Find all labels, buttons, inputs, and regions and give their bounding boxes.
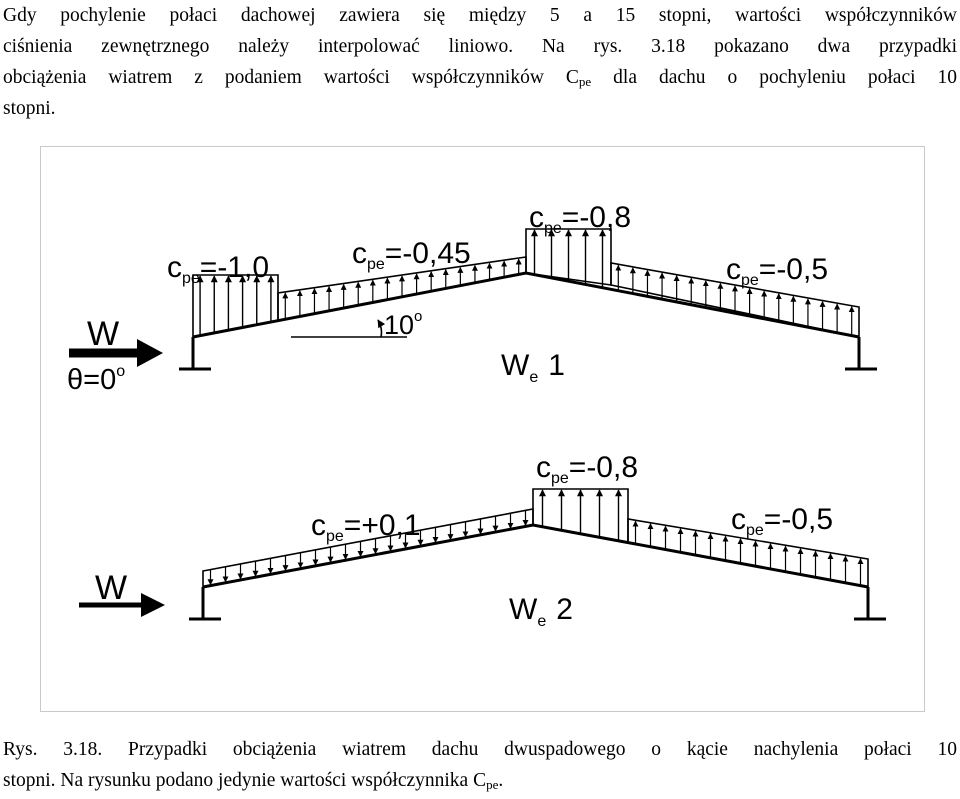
wind-arrow-head [137, 339, 163, 367]
paragraph-text: dla dachu o pochyleniu połaci 10 [591, 67, 957, 88]
cpe-label-leeward: $c_{pe}=-0,5$ [726, 253, 829, 289]
load-arrows [543, 490, 619, 541]
angle-label: 10$^o$ [384, 308, 423, 340]
subscript: pe [578, 74, 592, 89]
angle-arc [378, 320, 381, 337]
caption-line [3, 765, 957, 796]
paragraph-line: Gdy pochylenie połaci dachowej zawiera się między 5 a 15 stopni, wartości współczynników [3, 5, 957, 26]
caption-text: . [498, 770, 504, 791]
theta-label: $\theta=0^o$ [67, 363, 126, 396]
wind-label: W [87, 315, 120, 353]
cpe-label-windward: $c_{pe}=-0,45$ [352, 237, 471, 273]
case1-diagram [67, 201, 877, 396]
support-left [189, 587, 221, 619]
intro-paragraph [3, 0, 957, 124]
cpe-label-edge: $c_{pe}=-1,0$ [167, 251, 270, 287]
subscript: pe [486, 777, 499, 792]
support-right [845, 337, 877, 369]
caption-text: stopni. Na rysunku podano jedynie wartości współczynnika C [3, 770, 487, 791]
cpe-label-windward: $c_{pe}=+0,1$ [311, 509, 421, 545]
figure-drawing [41, 147, 926, 713]
wind-arrow-head [141, 593, 165, 617]
case-label: $W_e$ 2 [509, 593, 573, 630]
load-arrows [200, 276, 271, 336]
paragraph-text: obciążenia wiatrem z podaniem wartości współczynników C [3, 67, 579, 88]
paragraph-line [3, 62, 957, 93]
support-left [179, 337, 211, 369]
cpe-label-ridge: $c_{pe}=-0,8$ [529, 201, 632, 237]
wind-load-figure [40, 146, 925, 712]
support-right [854, 587, 886, 619]
cpe-label-ridge: $c_{pe}=-0,8$ [536, 451, 639, 487]
paragraph-line: ciśnienia zewnętrznego należy interpolować liniowo. Na rys. 3.18 pokazano dwa przypadki [3, 36, 957, 57]
wind-label: W [95, 569, 128, 607]
figure-caption [3, 734, 957, 796]
case-label: $W_e$ 1 [501, 349, 565, 386]
case2-diagram [79, 451, 886, 630]
caption-line: Rys. 3.18. Przypadki obciążenia wiatrem dachu dwuspadowego o kącie nachylenia połaci 10 [3, 739, 957, 760]
cpe-label-leeward: $c_{pe}=-0,5$ [731, 503, 834, 539]
paragraph-line: stopni. [3, 98, 56, 119]
load-arrows [535, 230, 603, 288]
